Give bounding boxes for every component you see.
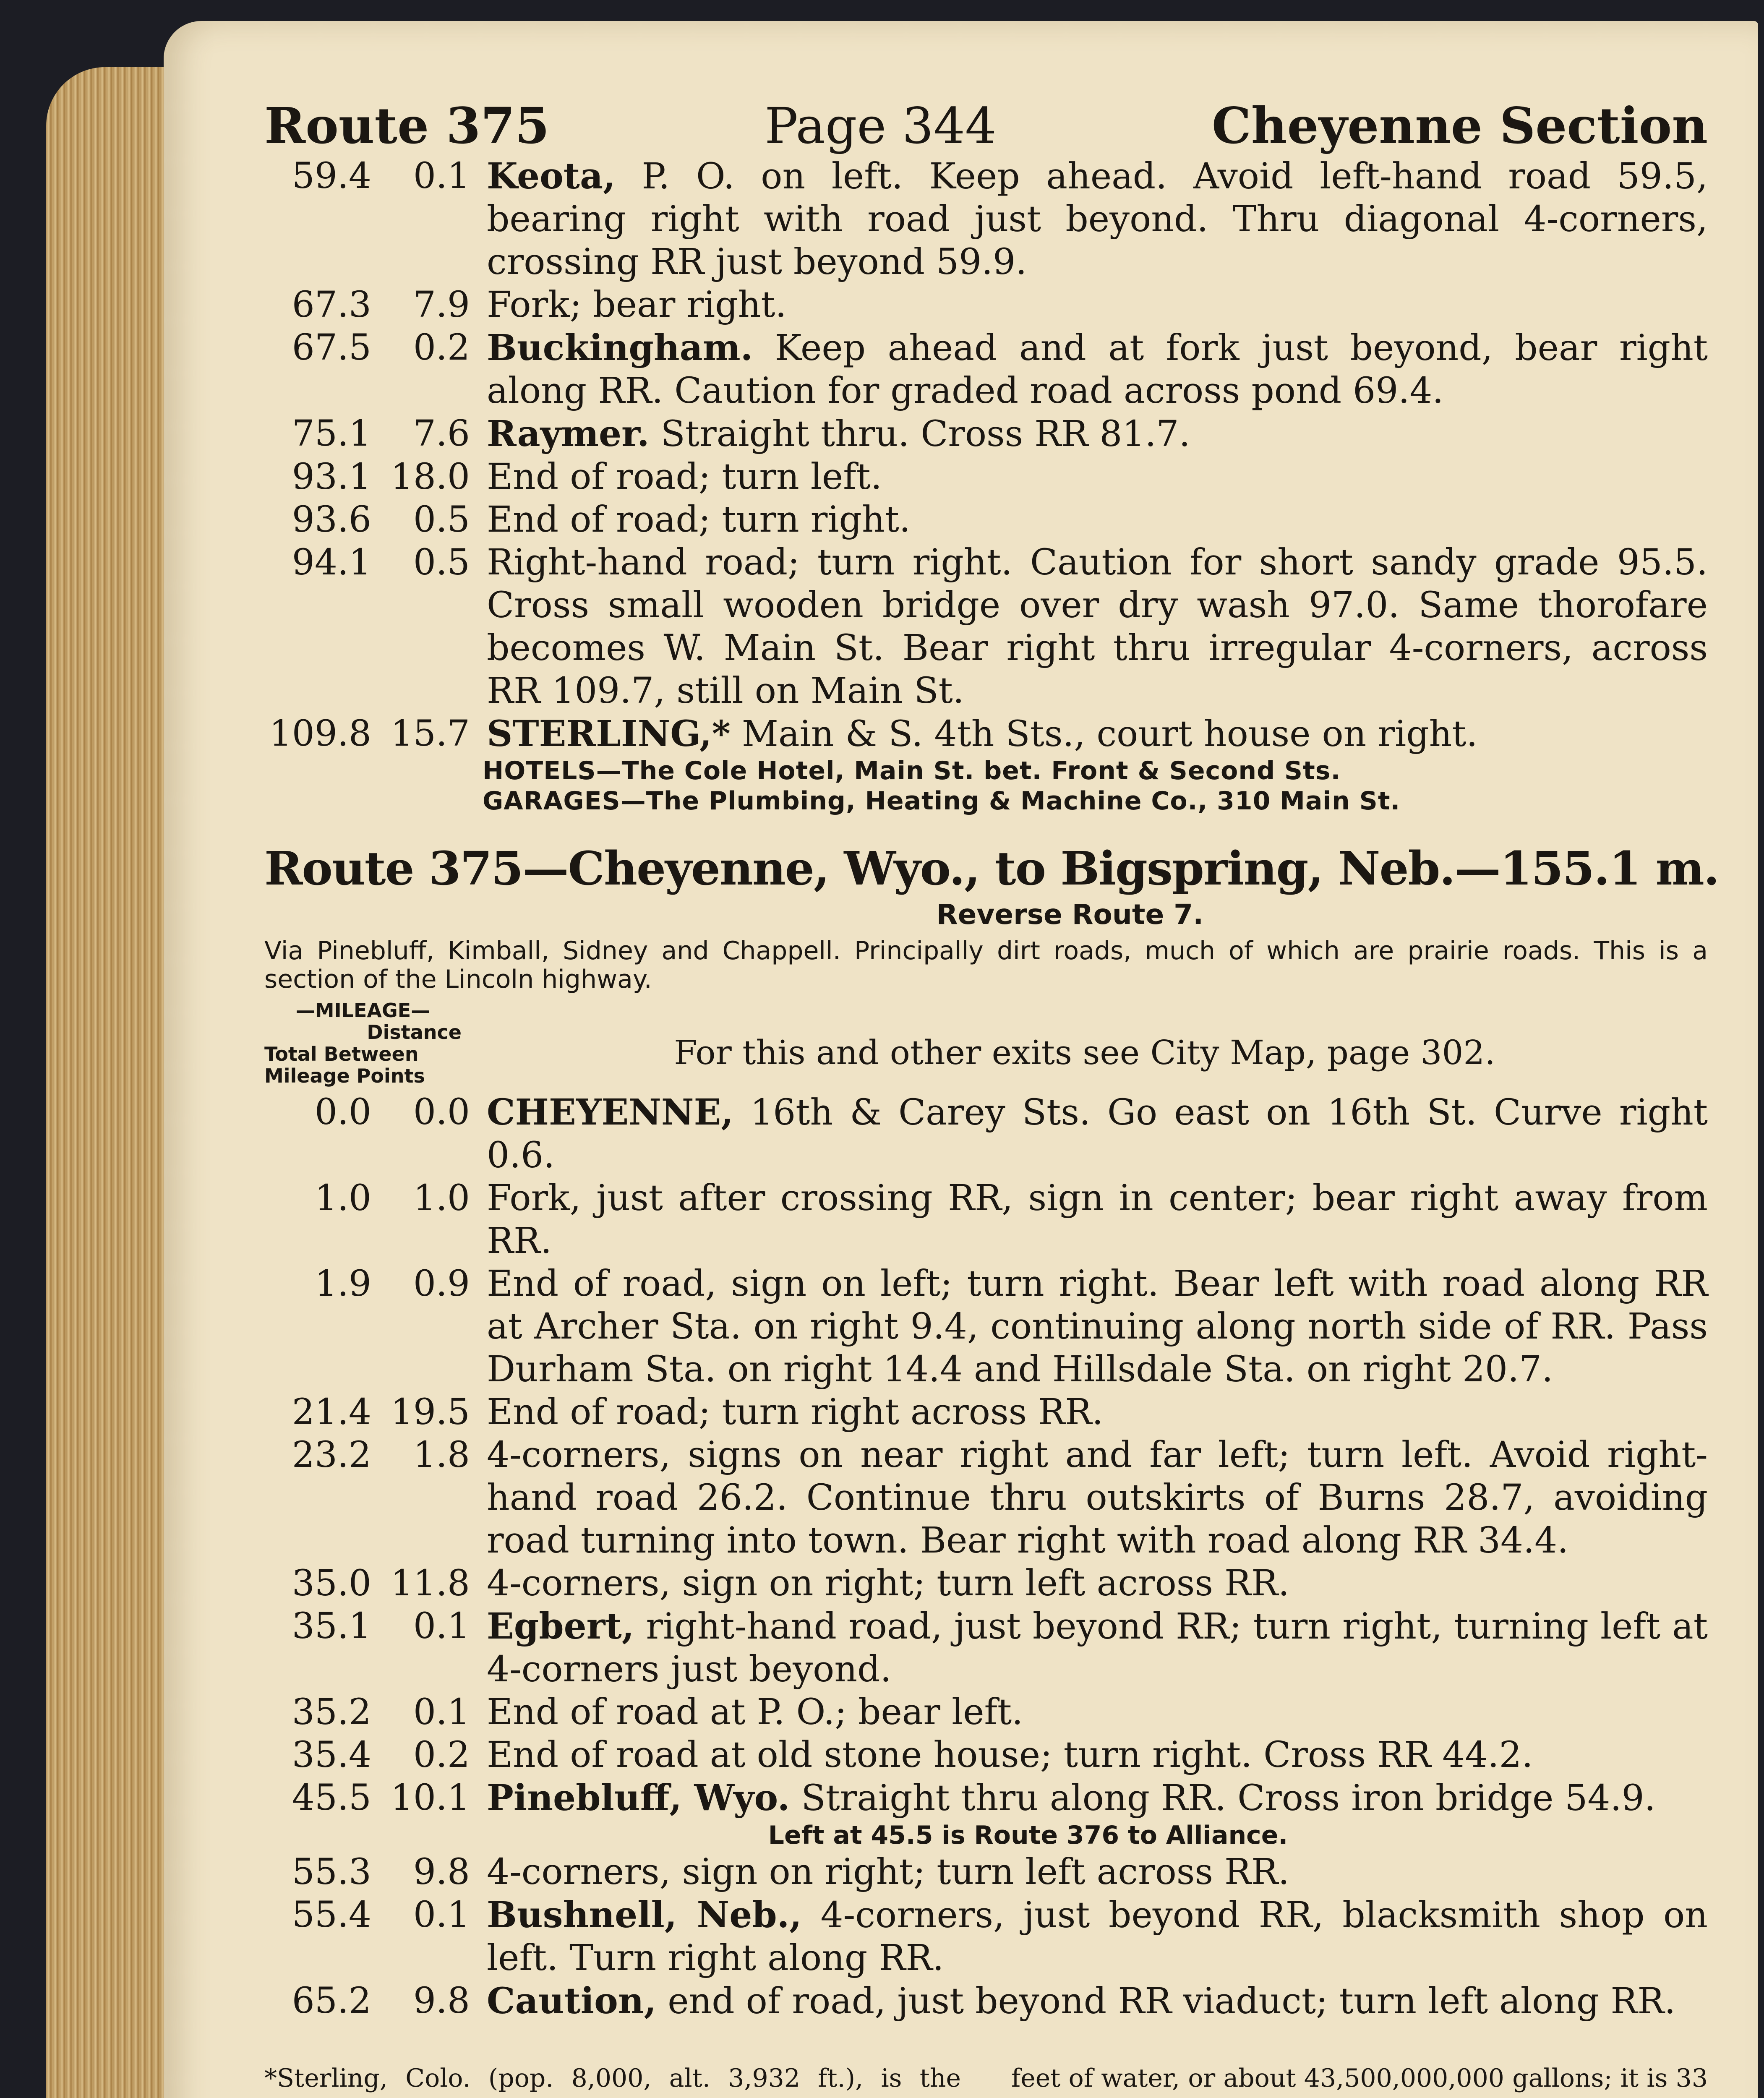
entry-place-name: STERLING,* [487,713,731,755]
entry-distance: 9.8 [413,1980,470,2022]
entry-directions: End of road; turn left. [487,456,882,498]
header-page-number: Page 344 [765,97,997,155]
entry-directions: 4-corners, sign on right; turn left across RR. [487,1851,1290,1893]
entry-distance: 10.1 [390,1777,470,1819]
entry-place-name: Caution, [487,1980,657,2022]
mileage-distance: Distance [367,1021,462,1044]
entry-directions: Fork; bear right. [487,284,787,326]
entry-text [487,1691,1708,1734]
entry-directions: Keep ahead and at fork just beyond, bear right along RR. Caution for graded road across pond 69.4. [487,327,1708,412]
entry-total-mileage: 67.3 [292,284,371,326]
entry-distance: 18.0 [390,456,470,498]
footnote-left-column: *Sterling, Colo. (pop. 8,000, alt. 3,932 ft.), is the [264,2064,961,2093]
entry-distance: 9.8 [413,1851,470,1893]
entry-directions: end of road, just beyond RR viaduct; turn left along RR. [656,1981,1676,2022]
entry-text [487,284,1708,326]
route-entry [264,541,1708,712]
route-entry [264,1691,1708,1734]
entry-directions: End of road; turn right. [487,499,911,540]
entry-text [487,1980,1708,2023]
entry-directions: End of road; turn right across RR. [487,1391,1104,1433]
sterling-footnote [264,2056,1708,2098]
entry-total-mileage: 75.1 [292,413,371,454]
entry-directions: End of road at old stone house; turn right. Cross RR 44.2. [487,1734,1533,1776]
entry-text [487,1091,1708,1177]
sterling-hotels: HOTELS—The Cole Hotel, Main St. bet. Front & Second Sts. [483,756,1341,785]
entry-place-name: Pinebluff, Wyo. [487,1777,790,1819]
entry-place-name: Raymer. [487,413,650,455]
entry-distance: 0.1 [413,1605,470,1647]
entry-directions: Main & S. 4th Sts., court house on right. [730,713,1478,755]
route-entry [264,456,1708,498]
route-entry [264,412,1708,456]
entry-total-mileage: 55.4 [292,1894,371,1936]
entry-directions: Right-hand road; turn right. Caution for short sandy grade 95.5. Cross small wooden bridge over dry wash 97.0. Same thorofare becomes W. Main St. Bear right thru irregular 4-corners, across RR 109.7, still on Main St. [487,542,1708,712]
entry-text [487,1851,1708,1894]
page-header [264,97,1708,155]
entry-distance: 7.6 [413,413,470,454]
entry-total-mileage: 55.3 [292,1851,371,1893]
via-description: Via Pinebluff, Kimball, Sidney and Chappell. Principally dirt roads, much of which are prairie roads. This is a section of the Lincoln highway. [264,936,1708,994]
route-entry [264,1734,1708,1777]
route-entry [264,1562,1708,1605]
entry-distance: 0.2 [413,1734,470,1776]
entry-directions: 16th & Carey Sts. Go east on 16th St. Curve right 0.6. [487,1092,1708,1176]
route-entries [264,1091,1708,1820]
entry-distance: 15.7 [390,713,470,754]
route-entry [264,498,1708,541]
entry-directions: Straight thru. Cross RR 81.7. [649,413,1190,455]
guidebook-page [164,21,1758,2098]
entry-directions: Straight thru along RR. Cross iron bridge 54.9. [790,1777,1656,1819]
route-entries-top [264,155,1708,756]
entry-total-mileage: 35.0 [292,1563,371,1604]
entry-place-name: CHEYENNE, [487,1091,733,1133]
entry-place-name: Egbert, [487,1605,634,1647]
page-content [264,97,1719,2098]
entry-text [487,1177,1708,1263]
entry-distance: 0.2 [413,327,470,368]
entry-directions: 4-corners, signs on near right and far left; turn left. Avoid right-hand road 26.2. Continue thru outskirts of Burns 28.7, avoiding road turning into town. Bear right with road along RR 34.4. [487,1434,1708,1561]
entry-total-mileage: 67.5 [292,327,371,368]
route-entry [264,1894,1708,1980]
entry-total-mileage: 59.4 [292,155,371,197]
mileage-column-header [264,999,462,1087]
entry-distance: 0.0 [413,1091,470,1133]
mileage-total-between: Total Between [264,1043,419,1065]
entry-total-mileage: 109.8 [269,713,371,754]
entry-directions: End of road, sign on left; turn right. Bear left with road along RR at Archer Sta. on right 9.4, continuing along north side of RR. Pass Durham Sta. on right 14.4 and Hillsdale Sta. on right 20.7. [487,1263,1708,1390]
entry-text [487,541,1708,712]
entry-text [487,1434,1708,1562]
route-entry [264,712,1708,756]
entry-directions: 4-corners, just beyond RR, blacksmith shop on left. Turn right along RR. [487,1894,1708,1979]
entry-directions: End of road at P. O.; bear left. [487,1691,1023,1733]
entry-place-name: Buckingham. [487,327,753,369]
entry-total-mileage: 35.2 [292,1691,371,1733]
entry-text [487,1562,1708,1605]
entry-distance: 1.8 [413,1434,470,1476]
entry-text [487,1263,1708,1391]
route-entries-continued [264,1851,1708,2023]
sterling-garages: GARAGES—The Plumbing, Heating & Machine Co., 310 Main St. [483,786,1401,816]
entry-text [487,326,1708,412]
entry-text [487,1734,1708,1777]
entry-total-mileage: 45.5 [292,1777,371,1819]
entry-total-mileage: 0.0 [314,1091,371,1133]
route-entry [264,1605,1708,1691]
mileage-points: Mileage Points [264,1065,425,1087]
footnote-right-column: feet of water, or about 43,500,000,000 gallons; it is 33 [1011,2064,1708,2093]
entry-distance: 0.9 [413,1263,470,1305]
entry-total-mileage: 35.1 [292,1605,371,1647]
entry-distance: 0.1 [413,1894,470,1936]
header-section: Cheyenne Section [1211,97,1708,155]
entry-text [487,155,1708,284]
entry-distance: 0.5 [413,542,470,583]
route-entry [264,284,1708,326]
entry-total-mileage: 23.2 [292,1434,371,1476]
entry-text [487,1391,1708,1434]
entry-text [487,712,1708,756]
entry-distance: 1.0 [413,1177,470,1219]
entry-directions: P. O. on left. Keep ahead. Avoid left-hand road 59.5, bearing right with road just beyond. Thru diagonal 4-corners, crossing RR just beyond 59.9. [487,156,1708,283]
entry-text [487,412,1708,456]
route-entry [264,1263,1708,1391]
entry-text [487,456,1708,498]
entry-total-mileage: 93.1 [292,456,371,498]
route-entry [264,1177,1708,1263]
reverse-route: Reverse Route 7. [936,898,1204,931]
alliance-note: Left at 45.5 is Route 376 to Alliance. [768,1821,1288,1850]
mileage-header-row [264,999,1708,1087]
entry-place-name: Bushnell, Neb., [487,1894,802,1936]
entry-total-mileage: 1.0 [314,1177,371,1219]
entry-total-mileage: 1.9 [314,1263,371,1305]
entry-distance: 0.5 [413,499,470,540]
entry-total-mileage: 21.4 [292,1391,371,1433]
entry-distance: 0.1 [413,155,470,197]
entry-distance: 19.5 [390,1391,470,1433]
route-entry [264,1777,1708,1820]
entry-total-mileage: 94.1 [292,542,371,583]
entry-directions: right-hand road, just beyond RR; turn right, turning left at 4-corners just beyond. [487,1606,1708,1690]
entry-total-mileage: 35.4 [292,1734,371,1776]
route-entry [264,1851,1708,1894]
entry-distance: 11.8 [390,1563,470,1604]
header-route: Route 375 [264,97,550,155]
entry-total-mileage: 65.2 [292,1980,371,2022]
entry-total-mileage: 93.6 [292,499,371,540]
entry-distance: 7.9 [413,284,470,326]
entry-distance: 0.1 [413,1691,470,1733]
mileage-title: —MILEAGE— [295,999,431,1022]
route-entry [264,326,1708,412]
route-entry [264,1980,1708,2023]
entry-text [487,1605,1708,1691]
entry-directions: 4-corners, sign on right; turn left across RR. [487,1563,1290,1604]
entry-text [487,498,1708,541]
route-title: Route 375—Cheyenne, Wyo., to Bigspring, Neb.—155.1 m. [264,841,1719,895]
route-entry [264,1391,1708,1434]
entry-text [487,1777,1708,1820]
route-entry [264,1091,1708,1177]
route-entry [264,155,1708,284]
entry-place-name: Keota, [487,155,616,197]
entry-directions: Fork, just after crossing RR, sign in center; bear right away from RR. [487,1177,1708,1262]
route-entry [264,1434,1708,1562]
entry-text [487,1894,1708,1980]
city-map-note: For this and other exits see City Map, page 302. [674,1033,1495,1072]
